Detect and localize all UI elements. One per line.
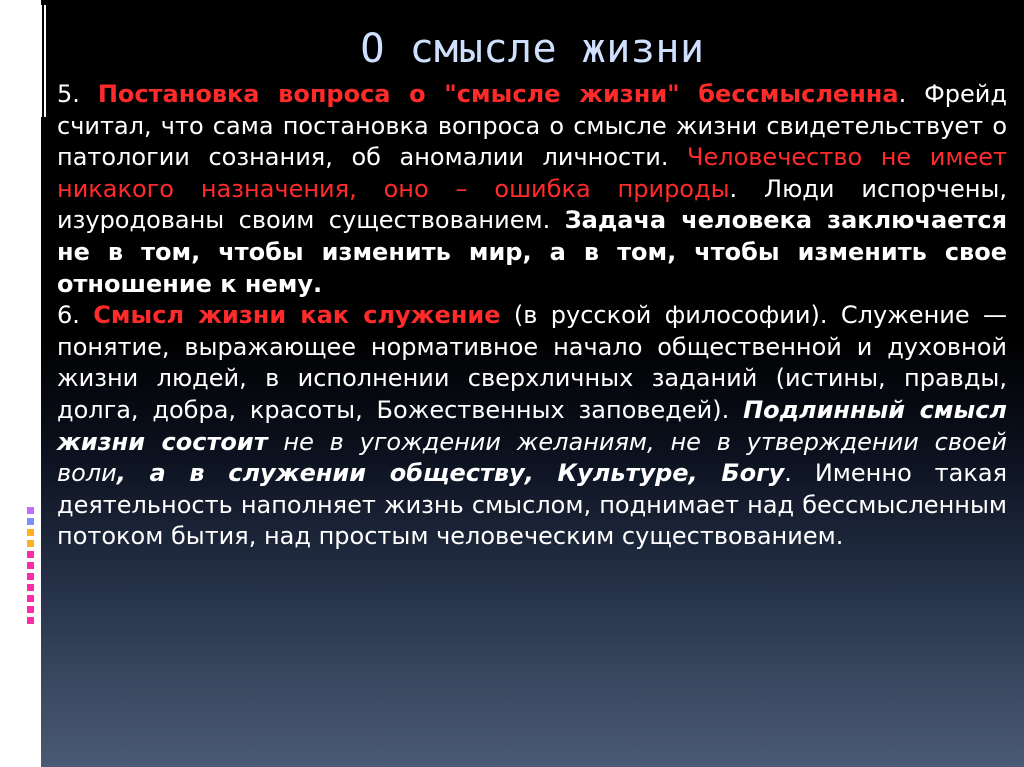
decor-square: [27, 606, 34, 613]
paragraph-6-heading-note: (в русской философии).: [500, 301, 828, 330]
decor-square: [27, 540, 34, 547]
service-bold-text: а в служении обществу, Культуре, Богу: [125, 459, 785, 488]
decor-square: [27, 573, 34, 580]
decor-square: [27, 551, 34, 558]
slide-body: [57, 79, 1007, 553]
meaning-comma: ,: [116, 459, 126, 488]
definition-text: Служение — понятие, выражающее нормативное начало общественной и духовной жизни людей, в исполнении сверхличных заданий (истины, правды, долга, добра, красоты, Божественных заповедей).: [57, 301, 1008, 424]
decor-square: [27, 584, 34, 591]
humanity-text: Человечество не имеет никакого назначения, оно – ошибка природы: [57, 143, 1007, 203]
slide-title: О смысле жизни: [360, 26, 705, 72]
paragraph-6: [57, 300, 1007, 553]
task-text: Задача человека заключается не в том, чтобы изменить мир, а в том, чтобы изменить свое отношение к нему.: [57, 206, 1007, 298]
meaning-italic-text: не в угождении желаниям, не в утверждении своей воли: [57, 427, 1008, 488]
closing-text: . Именно такая деятельность наполняет жизнь смыслом, поднимает над бессмысленным потоком бытия, над простым человеческим существованием.: [57, 459, 1008, 551]
freud-text: Фрейд считал, что сама постановка вопроса о смысле жизни свидетельствует о патологии сознания, об аномалии личности.: [57, 80, 1007, 172]
decor-square: [27, 507, 34, 514]
paragraph-5-number: 5.: [57, 80, 98, 108]
decor-bar: [26, 5, 29, 117]
decor-square: [27, 595, 34, 602]
decor-bar: [31, 5, 33, 117]
decor-square: [27, 562, 34, 569]
after-humanity-text: . Люди испорчены, изуродованы своим существованием.: [57, 174, 1007, 235]
decor-bar: [35, 5, 37, 117]
meaning-bold-text: Подлинный смысл жизни состоит: [57, 395, 1007, 456]
paragraph-5-heading-end: .: [898, 80, 907, 108]
paragraph-5-heading: Постановка вопроса о "смысле жизни" бессмысленна: [97, 80, 899, 108]
decor-square: [27, 518, 34, 525]
decor-square: [27, 529, 34, 536]
decor-square: [27, 617, 34, 624]
paragraph-6-number: 6.: [57, 301, 94, 330]
paragraph-6-heading: Смысл жизни как служение: [93, 301, 501, 330]
paragraph-5: [57, 79, 1007, 300]
